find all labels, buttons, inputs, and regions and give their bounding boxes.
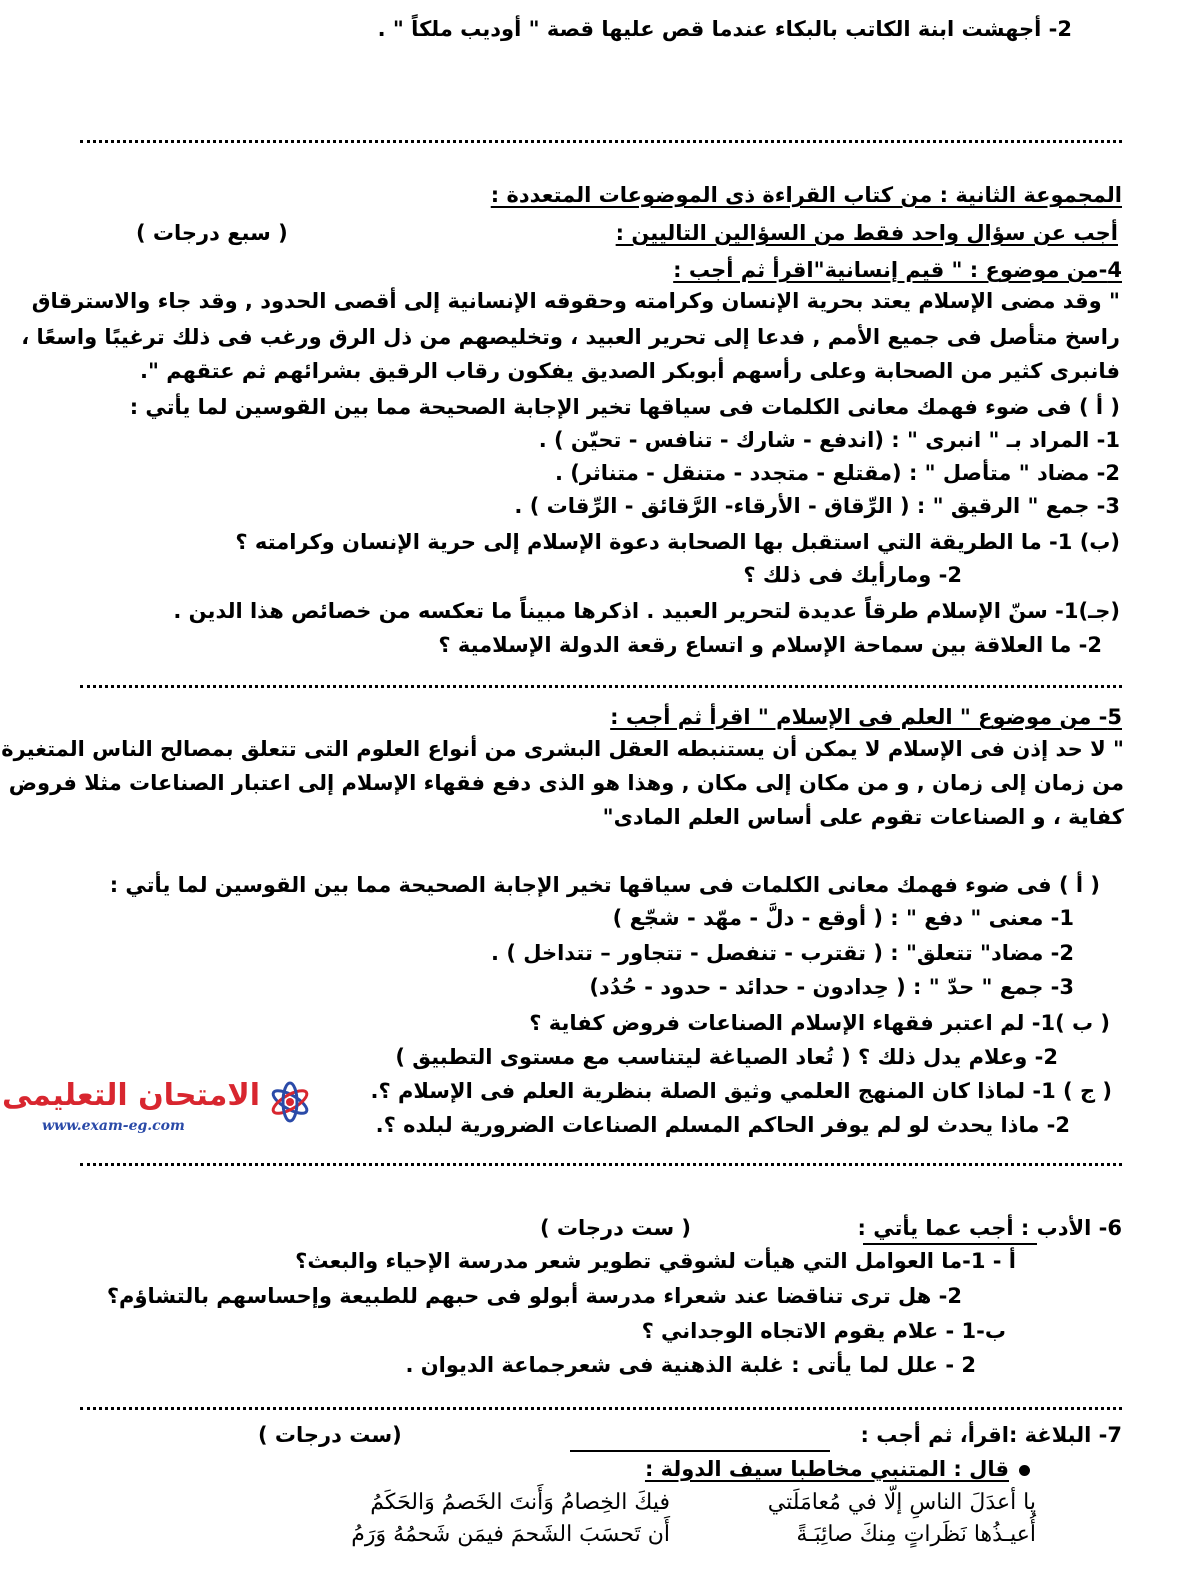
question-4-a1: 1- المراد بـ " انبرى " : (اندفع - شارك - تنافس - تحيّن ) . bbox=[538, 428, 1120, 452]
question-4-b2: 2- ومارأيك فى ذلك ؟ bbox=[743, 563, 962, 587]
atom-icon bbox=[268, 1080, 312, 1124]
question-4-c1: (جـ)1- سنّ الإسلام طرقاً عديدة لتحرير العبيد . اذكرها مبيناً ما تعكسه من خصائص هذا الدين . bbox=[173, 599, 1120, 623]
question-7-heading: 7- البلاغة :اقرأ، ثم أجب : bbox=[860, 1423, 1122, 1447]
question-5-c1: ( ج ) 1- لماذا كان المنهج العلمي وثيق الصلة بنظرية العلم فى الإسلام ؟. bbox=[370, 1079, 1112, 1103]
verse-2-second-hemistich: أَن تَحسَبَ الشَحمَ فيمَن شَحمُهُ وَرَمُ bbox=[351, 1522, 670, 1547]
question-6-marks: ( ست درجات ) bbox=[540, 1216, 691, 1240]
question-5-passage-line-1: " لا حد إذن فى الإسلام لا يمكن أن يستنبطه العقل البشرى من أنواع العلوم التى تتعلق بمصالح الناس المتغيرة bbox=[1, 737, 1124, 761]
question-7-intro bbox=[645, 1454, 1030, 1484]
verse-1-second-hemistich: فيكَ الخِصامُ وَأَنتَ الخَصمُ وَالحَكَمُ bbox=[370, 1490, 670, 1515]
question-5-heading: 5- من موضوع " العلم فى الإسلام " اقرأ ثم أجب : bbox=[610, 705, 1122, 729]
question-5-a3: 3- جمع " حدّ " : ( حِدادون - حدائد - حدود - حُدُد) bbox=[589, 975, 1074, 999]
question-6-b2: 2 - علل لما يأتى : غلبة الذهنية فى شعرجماعة الديوان . bbox=[405, 1353, 976, 1377]
exam-eg-logo bbox=[1, 1078, 316, 1140]
question-4-heading: 4-من موضوع : " قيم إنسانية"اقرأ ثم أجب : bbox=[673, 258, 1122, 282]
question-2-line: 2- أجهشت ابنة الكاتب بالبكاء عندما قص عليها قصة " أوديب ملكاً " . bbox=[377, 17, 1072, 41]
question-5-part-a-intro: ( أ ) فى ضوء فهمك معانى الكلمات فى سياقها تخير الإجابة الصحيحة مما بين القوسين لما يأتي : bbox=[109, 873, 1100, 897]
question-7-marks: (ست درجات ) bbox=[258, 1423, 402, 1447]
logo-name: الامتحان التعليمى bbox=[1, 1078, 260, 1113]
question-5-a1: 1- معنى " دفع " : ( أوقع - دلَّ - مهّد - شجّع ) bbox=[612, 906, 1074, 930]
question-5-passage-line-2: من زمان إلى زمان , و من مكان إلى مكان , وهذا هو الذى دفع فقهاء الإسلام إلى اعتبار الصناعات مثلا فروض bbox=[8, 771, 1124, 795]
question-5-c2: 2- ماذا يحدث لو لم يوفر الحاكم المسلم الصناعات الضرورية لبلده ؟. bbox=[375, 1113, 1070, 1137]
question-4-passage-line-3: فانبرى كثير من الصحابة وعلى رأسهم أبوبكر الصديق يفكون رقاب الرقيق بشرائهم ثم عتقهم ". bbox=[139, 359, 1120, 383]
question-4-passage-line-1: " وقد مضى الإسلام يعتد بحرية الإنسان وكرامته وحقوقه الإنسانية إلى أقصى الحدود , وقد جاء والاسترقاق bbox=[31, 289, 1120, 313]
dotted-separator bbox=[80, 1163, 1122, 1166]
dotted-separator bbox=[80, 140, 1122, 143]
question-4-passage-line-2: راسخ متأصل فى جميع الأمم , فدعا إلى تحرير العبيد ، وتخليصهم من ذل الرق ورغب فى ذلك ترغيبًا واسعًا ، bbox=[21, 325, 1120, 349]
verse-2-first-hemistich: أُعيـذُها نَظَراتٍ مِنكَ صائِبَـةً bbox=[796, 1522, 1036, 1547]
question-4-b1: (ب) 1- ما الطريقة التي استقبل بها الصحابة دعوة الإسلام إلى حرية الإنسان وكرامته ؟ bbox=[235, 530, 1120, 554]
question-7-intro-text: قال : المتنبي مخاطبا سيف الدولة : bbox=[644, 1457, 1009, 1481]
logo-url: www.exam-eg.com bbox=[42, 1118, 185, 1134]
group-2-instruction: أجب عن سؤال واحد فقط من السؤالين التاليين : bbox=[615, 221, 1118, 245]
question-6-a2: 2- هل ترى تناقضا عند شعراء مدرسة أبولو فى حبهم للطبيعة وإحساسهم بالتشاؤم؟ bbox=[106, 1284, 962, 1308]
question-4-c2: 2- ما العلاقة بين سماحة الإسلام و اتساع رقعة الدولة الإسلامية ؟ bbox=[438, 633, 1102, 657]
underline-rule bbox=[863, 1243, 1037, 1245]
dotted-separator bbox=[80, 1407, 1122, 1410]
answer-blank-line bbox=[570, 1450, 830, 1452]
question-6-b1: ب-1 - علام يقوم الاتجاه الوجداني ؟ bbox=[641, 1319, 1006, 1343]
question-6-heading: 6- الأدب : أجب عما يأتي : bbox=[857, 1216, 1122, 1240]
question-5-passage-line-3: كفاية ، و الصناعات تقوم على أساس العلم المادى" bbox=[602, 805, 1124, 829]
question-4-a2: 2- مضاد " متأصل " : (مقتلع - متجدد - متنقل - متناثر) . bbox=[554, 461, 1120, 485]
question-5-b1: ( ب )1- لم اعتبر فقهاء الإسلام الصناعات فروض كفاية ؟ bbox=[529, 1011, 1110, 1035]
question-6-a1: أ - 1-ما العوامل التي هيأت لشوقي تطوير شعر مدرسة الإحياء والبعث؟ bbox=[295, 1249, 1016, 1273]
question-4-a3: 3- جمع " الرقيق " : ( الرِّقاق - الأرقاء- الرَّقائق - الرِّقات ) . bbox=[514, 494, 1120, 518]
bullet-icon bbox=[1019, 1465, 1030, 1476]
group-2-title: المجموعة الثانية : من كتاب القراءة ذى الموضوعات المتعددة : bbox=[490, 183, 1122, 207]
dotted-separator bbox=[80, 685, 1122, 688]
question-4-part-a-intro: ( أ ) فى ضوء فهمك معانى الكلمات فى سياقها تخير الإجابة الصحيحة مما بين القوسين لما يأتي : bbox=[129, 395, 1120, 419]
group-2-marks: ( سبع درجات ) bbox=[136, 221, 288, 245]
verse-1-first-hemistich: يا أعدَلَ الناسِ إلّا في مُعامَلَتي bbox=[767, 1490, 1036, 1515]
question-5-a2: 2- مضاد" تتعلق" : ( تقترب - تنفصل - تتجاور – تتداخل ) . bbox=[491, 941, 1074, 965]
question-5-b2: 2- وعلام يدل ذلك ؟ ( تُعاد الصياغة ليتناسب مع مستوى التطبيق ) bbox=[395, 1045, 1058, 1069]
